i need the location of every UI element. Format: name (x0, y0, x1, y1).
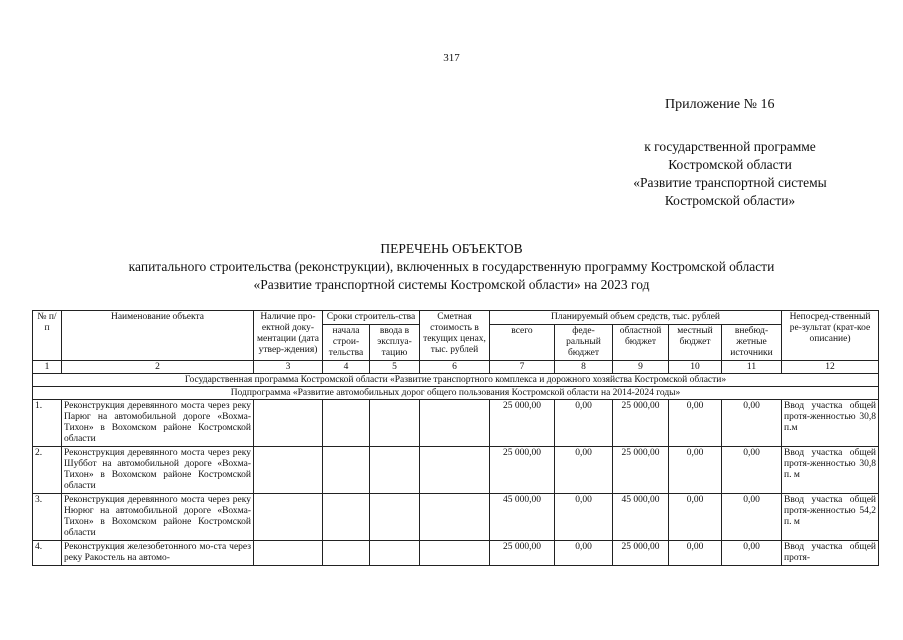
cell-total: 25 000,00 (490, 541, 555, 566)
appendix-title: Приложение № 16 (665, 97, 775, 112)
cell-total: 25 000,00 (490, 400, 555, 447)
table-row (33, 494, 879, 541)
cell-num: 1. (33, 400, 62, 447)
column-number: 10 (669, 361, 722, 374)
column-number: 9 (613, 361, 669, 374)
cell-docs (254, 447, 323, 494)
appendix-reference (560, 138, 900, 210)
cell-name: Реконструкция деревянного моста через реку Нюрюг на автомобильной дороге «Вохма-Тихон» в Вохомском районе Костромской области (62, 494, 254, 541)
header-row (33, 311, 879, 325)
cell-total: 45 000,00 (490, 494, 555, 541)
cell-offbudget: 0,00 (722, 447, 782, 494)
column-number: 1 (33, 361, 62, 374)
cell-local: 0,00 (669, 447, 722, 494)
objects-table (32, 310, 879, 566)
header-planned: Планируемый объем средств, тыс. рублей (490, 311, 782, 325)
table-row (33, 541, 879, 566)
column-number: 11 (722, 361, 782, 374)
cell-name: Реконструкция деревянного моста через реку Шуббот на автомобильной дороге «Вохма-Тихон» в Вохомском районе Костромской области (62, 447, 254, 494)
header-num: № п/п (33, 311, 62, 361)
appendix-line: Костромской области» (664, 193, 796, 208)
cell-end (370, 400, 420, 447)
cell-offbudget: 0,00 (722, 494, 782, 541)
cell-num: 2. (33, 447, 62, 494)
header-name: Наименование объекта (62, 311, 254, 361)
title-line-1: ПЕРЕЧЕНЬ ОБЪЕКТОВ (380, 241, 523, 256)
column-number: 7 (490, 361, 555, 374)
column-number: 6 (420, 361, 490, 374)
appendix-line: Костромской области (668, 157, 792, 172)
cell-federal: 0,00 (555, 447, 613, 494)
cell-estimate (420, 494, 490, 541)
cell-federal: 0,00 (555, 400, 613, 447)
header-term-end: ввода в эксплуа-тацию (370, 325, 420, 361)
cell-local: 0,00 (669, 541, 722, 566)
cell-docs (254, 541, 323, 566)
cell-total: 25 000,00 (490, 447, 555, 494)
cell-docs (254, 494, 323, 541)
document-title (0, 240, 903, 294)
program-title: Государственная программа Костромской области «Развитие транспортного комплекса и дорожного хозяйства Костромской области» (33, 374, 879, 387)
cell-result: Ввод участка общей протя-женностью 30,8 п. м (782, 447, 879, 494)
header-terms: Сроки строитель-ства (323, 311, 420, 325)
header-total: всего (490, 325, 555, 361)
column-number: 3 (254, 361, 323, 374)
column-number: 12 (782, 361, 879, 374)
header-term-start: начала строи-тельства (323, 325, 370, 361)
cell-name: Реконструкция деревянного моста через реку Парюг на автомобильной дороге «Вохма-Тихон» в Вохомском районе Костромской области (62, 400, 254, 447)
cell-result: Ввод участка общей протя-женностью 30,8 п.м (782, 400, 879, 447)
column-number: 8 (555, 361, 613, 374)
header-result: Непосред-ственный ре-зультат (крат-кое описание) (782, 311, 879, 361)
table-row (33, 400, 879, 447)
cell-regional: 25 000,00 (613, 447, 669, 494)
cell-local: 0,00 (669, 494, 722, 541)
column-number: 2 (62, 361, 254, 374)
header-local: местный бюджет (669, 325, 722, 361)
cell-estimate (420, 541, 490, 566)
program-row (33, 374, 879, 387)
header-estimate: Сметная стоимость в текущих ценах, тыс. рублей (420, 311, 490, 361)
cell-name: Реконструкция железобетонного мо-ста через реку Ракостель на автомо- (62, 541, 254, 566)
cell-regional: 45 000,00 (613, 494, 669, 541)
cell-start (323, 447, 370, 494)
column-number: 4 (323, 361, 370, 374)
cell-num: 4. (33, 541, 62, 566)
appendix-line: к государственной программе (644, 139, 816, 154)
title-line-2: капитального строительства (реконструкции), включенных в государственную программу Костромской области (128, 259, 775, 274)
subprogram-row (33, 387, 879, 400)
title-line-3: «Развитие транспортной системы Костромской области» на 2023 год (253, 277, 650, 292)
cell-local: 0,00 (669, 400, 722, 447)
page-number: 317 (443, 52, 460, 64)
column-number: 5 (370, 361, 420, 374)
cell-regional: 25 000,00 (613, 541, 669, 566)
cell-num: 3. (33, 494, 62, 541)
cell-end (370, 494, 420, 541)
subprogram-title: Подпрограмма «Развитие автомобильных дорог общего пользования Костромской области на 2014-2024 годы» (33, 387, 879, 400)
cell-estimate (420, 400, 490, 447)
cell-end (370, 541, 420, 566)
cell-offbudget: 0,00 (722, 541, 782, 566)
cell-start (323, 541, 370, 566)
cell-estimate (420, 447, 490, 494)
header-regional: областной бюджет (613, 325, 669, 361)
cell-start (323, 400, 370, 447)
cell-regional: 25 000,00 (613, 400, 669, 447)
cell-result: Ввод участка общей протя-женностью 54,2 п. м (782, 494, 879, 541)
cell-end (370, 447, 420, 494)
header-offbudget: внебюд-жетные источники (722, 325, 782, 361)
cell-result: Ввод участка общей протя- (782, 541, 879, 566)
table-row (33, 447, 879, 494)
appendix-line: «Развитие транспортной системы (633, 175, 827, 190)
cell-federal: 0,00 (555, 541, 613, 566)
cell-federal: 0,00 (555, 494, 613, 541)
header-federal: феде-ральный бюджет (555, 325, 613, 361)
cell-offbudget: 0,00 (722, 400, 782, 447)
column-numbers-row (33, 361, 879, 374)
header-docs: Наличие про-ектной доку-ментации (дата утвер-ждения) (254, 311, 323, 361)
cell-docs (254, 400, 323, 447)
cell-start (323, 494, 370, 541)
